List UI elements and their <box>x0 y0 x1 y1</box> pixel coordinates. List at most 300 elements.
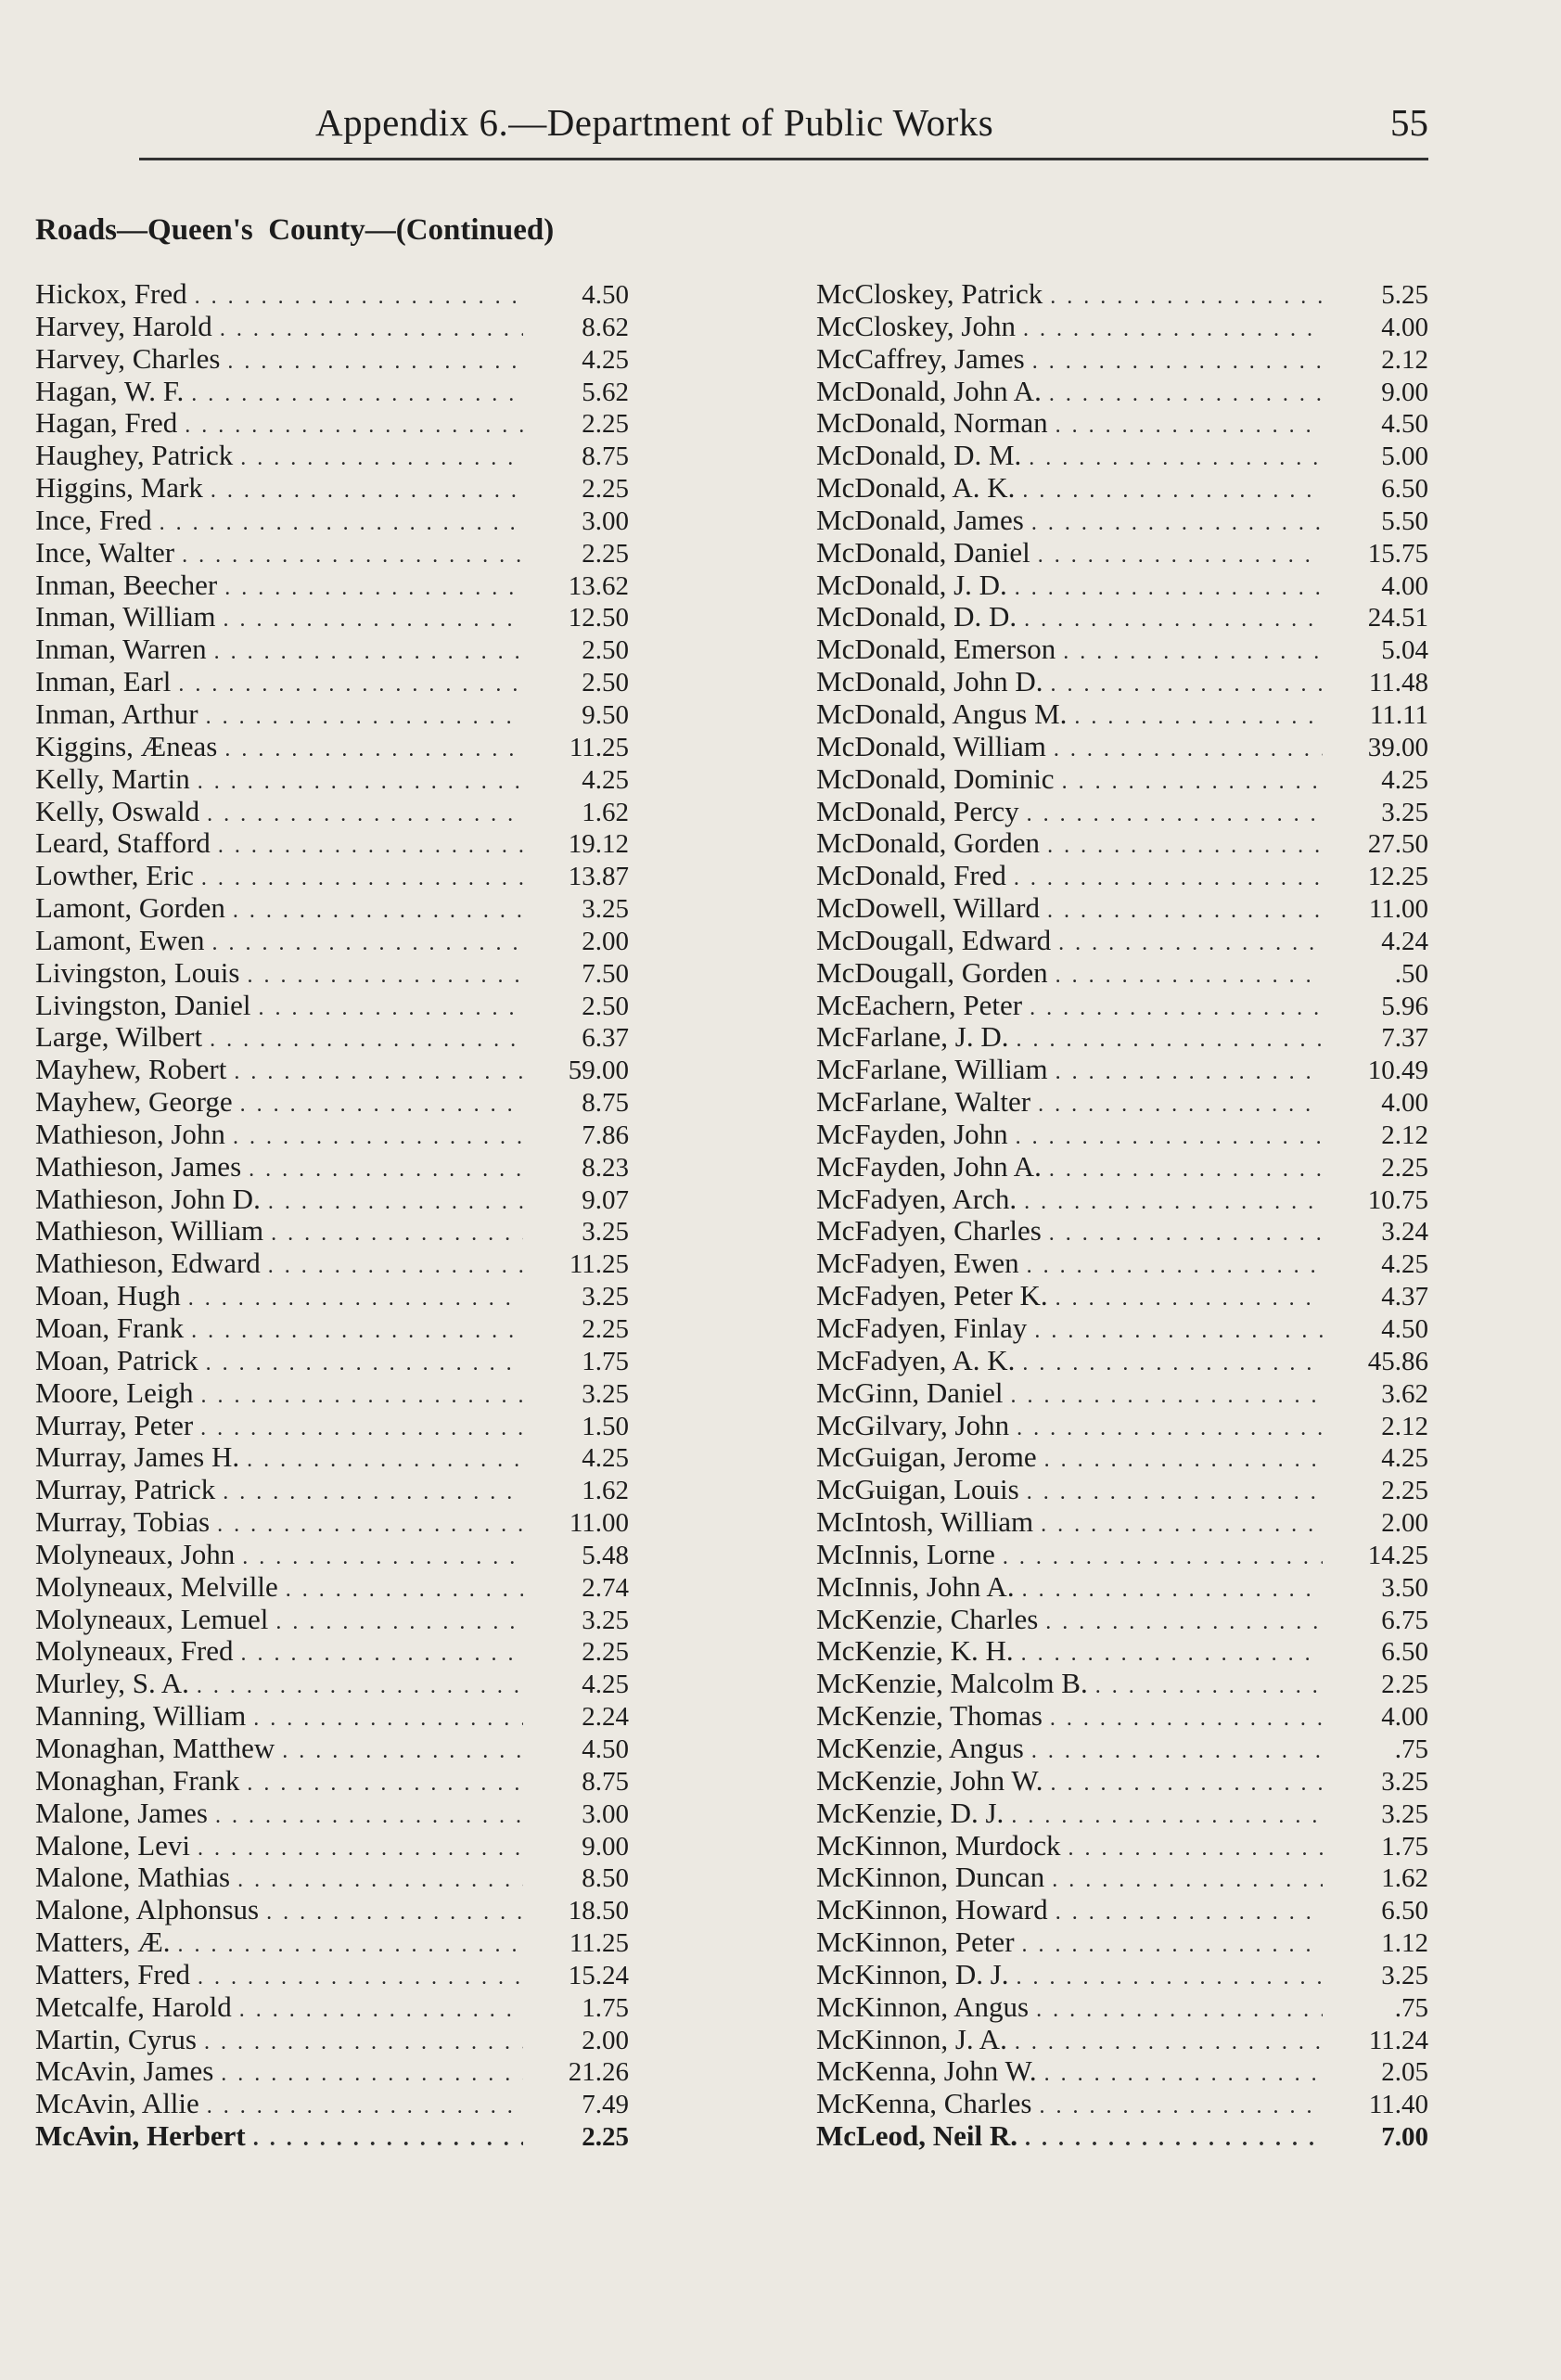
list-item <box>816 1312 1428 1345</box>
list-item <box>35 311 629 343</box>
list-item <box>816 2055 1428 2088</box>
entry-name: McKinnon, D. J. <box>816 1957 1009 1990</box>
entry-amount: 10.49 <box>1367 1056 1428 1086</box>
list-item <box>35 472 629 505</box>
entry-name: McDonald, A. K. <box>816 471 1016 505</box>
entry-amount: 1.62 <box>582 797 629 827</box>
entry-amount: 12.25 <box>1367 862 1428 892</box>
leader-dots <box>1047 895 1323 928</box>
leader-dots <box>218 830 523 863</box>
entry-name: Inman, William <box>35 600 216 633</box>
list-item <box>816 1571 1428 1604</box>
list-item <box>816 731 1428 763</box>
list-item <box>816 990 1428 1022</box>
list-item <box>35 376 629 408</box>
entry-name: Mathieson, William <box>35 1214 264 1248</box>
entry-amount: 5.25 <box>1381 280 1428 310</box>
entry-amount: 2.25 <box>1381 1670 1428 1700</box>
entry-name: McFadyen, A. K. <box>816 1343 1016 1376</box>
leader-dots <box>1027 799 1323 831</box>
leader-dots <box>282 1735 523 1768</box>
entry-name: McAvin, Herbert <box>35 2119 246 2153</box>
entry-amount: 45.86 <box>1367 1346 1428 1376</box>
list-item <box>816 796 1428 828</box>
leader-dots <box>1021 1638 1323 1670</box>
leader-dots <box>1014 863 1323 895</box>
list-item <box>35 1894 629 1926</box>
leader-dots <box>1049 1154 1323 1186</box>
entry-amount: 13.62 <box>568 570 629 601</box>
entry-name: Haughey, Patrick <box>35 439 234 472</box>
entry-name: McKinnon, J. A. <box>816 2022 1007 2055</box>
entry-amount: 3.62 <box>1381 1378 1428 1409</box>
leader-dots <box>240 1089 523 1121</box>
leader-dots <box>1029 442 1323 475</box>
list-item <box>35 1862 629 1894</box>
list-item <box>816 1830 1428 1862</box>
entry-name: Monaghan, Frank <box>35 1763 240 1797</box>
header-rule <box>139 158 1428 160</box>
leader-dots <box>227 346 523 378</box>
list-item <box>816 827 1428 860</box>
list-item <box>35 860 629 892</box>
entry-name: McKinnon, Angus <box>816 1990 1030 2023</box>
leader-dots <box>1034 1315 1323 1348</box>
leader-dots <box>178 669 523 701</box>
entry-name: Hagan, Fred <box>35 406 178 440</box>
entry-name: McInnis, John A. <box>816 1569 1015 1603</box>
entry-name: Kelly, Oswald <box>35 794 200 827</box>
entry-name: Leard, Stafford <box>35 826 211 860</box>
entry-name: McKinnon, Howard <box>816 1893 1048 1926</box>
entry-name: McFadyen, Ewen <box>816 1247 1019 1280</box>
entry-name: McDonald, J. D. <box>816 568 1007 601</box>
entry-amount: 8.50 <box>582 1863 629 1894</box>
entry-name: McFarlane, J. D. <box>816 1020 1009 1054</box>
entry-amount: 24.51 <box>1367 603 1428 633</box>
entry-name: McDonald, William <box>816 729 1046 762</box>
entry-amount: 2.25 <box>582 409 629 440</box>
leader-dots <box>242 1542 523 1574</box>
entry-name: McDonald, D. D. <box>816 600 1017 633</box>
entry-name: McDonald, D. M. <box>816 439 1022 472</box>
list-item <box>816 763 1428 796</box>
entry-amount: 1.62 <box>1381 1863 1428 1894</box>
leader-dots <box>185 410 523 442</box>
entry-name: Ince, Walter <box>35 535 175 569</box>
list-item <box>816 1377 1428 1410</box>
list-item <box>816 278 1428 311</box>
entry-name: McDowell, Willard <box>816 891 1040 925</box>
list-item <box>816 2120 1428 2153</box>
list-item <box>35 1441 629 1474</box>
list-item <box>35 278 629 311</box>
leader-dots <box>1039 2091 1323 2123</box>
leader-dots <box>201 863 523 895</box>
list-item <box>35 1345 629 1377</box>
list-item <box>816 1991 1428 2024</box>
entry-amount: 2.25 <box>582 1314 629 1344</box>
entry-name: McDonald, Norman <box>816 406 1048 440</box>
entry-amount: 21.26 <box>568 2057 629 2088</box>
entry-amount: 6.50 <box>1381 1896 1428 1926</box>
right-column <box>816 278 1428 2153</box>
leader-dots <box>1024 604 1323 636</box>
entry-name: McDougall, Edward <box>816 923 1052 956</box>
entry-name: McDonald, Percy <box>816 794 1019 827</box>
list-item <box>35 1926 629 1959</box>
entry-amount: 2.74 <box>582 1572 629 1603</box>
entry-amount: 5.50 <box>1381 505 1428 536</box>
entry-amount: 8.23 <box>582 1152 629 1183</box>
list-item <box>816 1765 1428 1798</box>
leader-dots <box>195 281 523 313</box>
leader-dots <box>275 1606 523 1639</box>
list-item <box>35 925 629 957</box>
entry-name: Harvey, Harold <box>35 309 212 342</box>
list-item <box>35 440 629 472</box>
entry-amount: 3.00 <box>582 505 629 536</box>
list-item <box>35 1215 629 1248</box>
leader-dots <box>200 1413 523 1445</box>
entry-name: Molyneaux, John <box>35 1537 236 1570</box>
leader-dots <box>1016 1121 1323 1154</box>
leader-dots <box>1022 475 1323 507</box>
leader-dots <box>1045 1606 1323 1639</box>
entry-name: McDougall, Gorden <box>816 955 1048 989</box>
list-item <box>35 1151 629 1184</box>
list-item <box>816 1151 1428 1184</box>
leader-dots <box>1027 1250 1323 1283</box>
entry-amount: 11.25 <box>569 1928 629 1959</box>
list-item <box>816 860 1428 892</box>
list-item <box>35 1959 629 1991</box>
leader-dots <box>1038 1089 1323 1121</box>
entry-amount: 4.50 <box>582 1734 629 1764</box>
list-item <box>816 892 1428 925</box>
leader-dots <box>221 2058 523 2091</box>
leader-dots <box>223 1477 523 1509</box>
list-item <box>816 1280 1428 1312</box>
entry-name: McInnis, Lorne <box>816 1537 995 1570</box>
entry-name: McDonald, James <box>816 503 1024 536</box>
leader-dots <box>1050 1703 1323 1735</box>
leader-dots <box>1068 1833 1323 1865</box>
leader-dots <box>253 1703 523 1735</box>
entry-amount: 7.50 <box>582 958 629 989</box>
leader-dots <box>1022 1929 1323 1962</box>
leader-dots <box>249 1154 523 1186</box>
list-item <box>816 1119 1428 1151</box>
leader-dots <box>182 540 523 572</box>
page-number: 55 <box>1390 101 1428 144</box>
entry-name: McGuigan, Jerome <box>816 1440 1037 1474</box>
entry-amount: 2.25 <box>582 474 629 505</box>
list-item <box>816 1926 1428 1959</box>
entry-name: McDonald, John D. <box>816 665 1043 698</box>
list-item <box>35 1830 629 1862</box>
entry-amount: 15.75 <box>1367 538 1428 569</box>
leader-dots <box>247 1768 523 1800</box>
list-item <box>35 1410 629 1442</box>
entry-name: McFarlane, William <box>816 1053 1048 1086</box>
entry-amount: 3.25 <box>582 1605 629 1635</box>
entry-amount: 5.62 <box>582 377 629 407</box>
entry-amount: 6.37 <box>582 1023 629 1054</box>
entry-name: McFadyen, Arch. <box>816 1182 1017 1215</box>
entry-name: McFadyen, Charles <box>816 1214 1042 1248</box>
entry-amount: 4.00 <box>1381 312 1428 342</box>
entry-amount: 3.50 <box>1381 1572 1428 1603</box>
leader-dots <box>207 799 523 831</box>
list-item <box>35 731 629 763</box>
list-item <box>35 892 629 925</box>
list-item <box>35 1991 629 2024</box>
list-item <box>816 957 1428 990</box>
list-item <box>816 537 1428 569</box>
list-item <box>816 1539 1428 1571</box>
leader-dots <box>266 1897 523 1929</box>
entry-amount: 2.25 <box>582 2122 629 2153</box>
leader-dots <box>240 442 523 475</box>
entry-amount: .75 <box>1394 1734 1428 1764</box>
left-column <box>35 278 629 2153</box>
list-item <box>35 1733 629 1765</box>
leader-dots <box>1051 669 1323 701</box>
entry-name: McKenzie, D. J. <box>816 1796 1004 1829</box>
list-item <box>816 666 1428 698</box>
entry-name: McAvin, James <box>35 2054 214 2088</box>
entry-name: McEachern, Peter <box>816 988 1023 1021</box>
leader-dots <box>234 1056 523 1089</box>
entry-amount: 2.24 <box>582 1702 629 1733</box>
list-item <box>35 827 629 860</box>
list-item <box>35 1054 629 1086</box>
list-item <box>816 1345 1428 1377</box>
list-item <box>35 1539 629 1571</box>
list-item <box>816 1894 1428 1926</box>
entry-amount: 4.25 <box>582 764 629 795</box>
entry-name: McFadyen, Finlay <box>816 1312 1028 1344</box>
leader-dots <box>233 895 523 928</box>
entry-name: Monaghan, Matthew <box>35 1731 275 1764</box>
list-item <box>35 2024 629 2056</box>
list-item <box>35 1571 629 1604</box>
entry-amount: 9.00 <box>582 1831 629 1862</box>
list-item <box>35 1377 629 1410</box>
entry-amount: 11.40 <box>1368 2090 1428 2120</box>
entry-name: Malone, Mathias <box>35 1861 231 1894</box>
leader-dots <box>1031 507 1323 540</box>
leader-dots <box>239 1994 523 2027</box>
list-item <box>35 537 629 569</box>
leader-dots <box>286 1574 523 1606</box>
entry-name: Livingston, Daniel <box>35 988 251 1021</box>
leader-dots <box>1056 1283 1323 1315</box>
entry-name: Inman, Beecher <box>35 568 218 601</box>
leader-dots <box>1051 1768 1323 1800</box>
leader-dots <box>220 313 523 346</box>
entry-amount: 4.25 <box>1381 1249 1428 1280</box>
leader-dots <box>258 992 523 1025</box>
entry-amount: 7.37 <box>1381 1023 1428 1054</box>
leader-dots <box>1063 636 1323 669</box>
entry-name: McDonald, John A. <box>816 374 1042 407</box>
leader-dots <box>160 507 523 540</box>
list-item <box>816 1733 1428 1765</box>
entry-name: McKenzie, K. H. <box>816 1634 1014 1668</box>
entry-name: McKenna, John W. <box>816 2054 1037 2088</box>
entry-name: McAvin, Allie <box>35 2087 199 2120</box>
leader-dots <box>1011 1800 1323 1833</box>
entry-amount: 4.00 <box>1381 1702 1428 1733</box>
leader-dots <box>210 1024 523 1056</box>
leader-dots <box>1022 1348 1323 1380</box>
leader-dots <box>253 2123 523 2156</box>
list-item <box>35 1798 629 1830</box>
entry-name: McKenna, Charles <box>816 2087 1032 2120</box>
entry-name: McKenzie, Thomas <box>816 1699 1043 1733</box>
entry-name: Inman, Earl <box>35 665 172 698</box>
entry-amount: 4.50 <box>1381 409 1428 440</box>
leader-dots <box>1031 1735 1323 1768</box>
list-item <box>35 1312 629 1345</box>
leader-dots <box>206 1348 523 1380</box>
list-item <box>35 505 629 537</box>
list-item <box>35 763 629 796</box>
leader-dots <box>1044 2058 1323 2091</box>
leader-dots <box>1056 1897 1323 1929</box>
leader-dots <box>1023 313 1323 346</box>
entry-amount: 6.50 <box>1381 1637 1428 1668</box>
entry-amount: 1.62 <box>582 1476 629 1506</box>
leader-dots <box>1024 1186 1323 1219</box>
list-item <box>35 1506 629 1539</box>
list-item <box>816 2088 1428 2120</box>
leader-dots <box>188 1283 523 1315</box>
entry-name: McDonald, Dominic <box>816 761 1055 795</box>
entry-name: McDonald, Angus M. <box>816 697 1068 730</box>
list-item <box>816 1054 1428 1086</box>
leader-dots <box>191 378 523 411</box>
leader-dots <box>1095 1670 1323 1703</box>
list-item <box>816 472 1428 505</box>
leader-dots <box>247 960 523 992</box>
leader-dots <box>271 1218 523 1250</box>
entry-amount: 3.25 <box>582 894 629 925</box>
list-item <box>816 925 1428 957</box>
entry-amount: 11.11 <box>1369 699 1428 730</box>
entry-amount: 4.00 <box>1381 570 1428 601</box>
list-item <box>35 990 629 1022</box>
entry-amount: 1.12 <box>1381 1928 1428 1959</box>
entry-name: Hagan, W. F. <box>35 374 185 407</box>
leader-dots <box>268 1250 523 1283</box>
list-item <box>35 666 629 698</box>
entry-amount: 6.75 <box>1381 1605 1428 1635</box>
entry-name: Lamont, Ewen <box>35 923 205 956</box>
entry-amount: 2.05 <box>1381 2057 1428 2088</box>
entry-amount: 10.75 <box>1367 1184 1428 1215</box>
entry-name: Manning, William <box>35 1699 247 1733</box>
entry-name: Malone, James <box>35 1796 208 1829</box>
leader-dots <box>1056 410 1323 442</box>
entry-amount: 5.04 <box>1381 635 1428 666</box>
entry-amount: 4.25 <box>582 1670 629 1700</box>
list-item <box>35 1700 629 1733</box>
leader-dots <box>1025 2123 1323 2156</box>
list-item <box>816 633 1428 666</box>
entry-amount: 19.12 <box>568 829 629 860</box>
entry-amount: 8.75 <box>582 1766 629 1797</box>
entry-amount: 1.75 <box>1381 1831 1428 1862</box>
entry-amount: 2.12 <box>1381 1120 1428 1150</box>
list-item <box>35 1280 629 1312</box>
list-item <box>816 1215 1428 1248</box>
leader-dots <box>1017 1413 1323 1445</box>
entry-amount: 2.00 <box>1381 1508 1428 1539</box>
entry-name: Kelly, Martin <box>35 761 190 795</box>
list-item <box>35 2120 629 2153</box>
entry-amount: 7.00 <box>1381 2122 1428 2153</box>
list-item <box>816 1441 1428 1474</box>
entry-amount: 13.87 <box>568 862 629 892</box>
leader-dots <box>1036 1994 1323 2027</box>
entry-amount: 3.00 <box>582 1798 629 1829</box>
leader-dots <box>1074 701 1323 734</box>
list-item <box>816 1086 1428 1119</box>
list-item <box>816 1798 1428 1830</box>
entry-name: Moore, Leigh <box>35 1376 194 1409</box>
entry-name: McFarlane, Walter <box>816 1085 1031 1119</box>
entry-amount: 2.25 <box>1381 1152 1428 1183</box>
list-item <box>35 1248 629 1280</box>
entry-name: Ince, Fred <box>35 503 152 536</box>
leader-dots <box>1056 960 1323 992</box>
entry-amount: 9.00 <box>1381 377 1428 407</box>
list-item <box>35 1635 629 1668</box>
entry-amount: 4.50 <box>1381 1314 1428 1344</box>
leader-dots <box>233 1121 523 1154</box>
entry-amount: 3.25 <box>1381 1798 1428 1829</box>
list-item <box>35 1668 629 1700</box>
entry-amount: 11.25 <box>569 1249 629 1280</box>
entry-name: Malone, Alphonsus <box>35 1893 260 1926</box>
leader-dots <box>1027 1477 1323 1509</box>
list-item <box>816 569 1428 602</box>
entry-name: Lamont, Gorden <box>35 891 225 925</box>
leader-dots <box>1047 830 1323 863</box>
list-item <box>816 1862 1428 1894</box>
entry-name: Mathieson, Edward <box>35 1247 261 1280</box>
leader-dots <box>1022 1574 1323 1606</box>
list-item <box>35 1474 629 1506</box>
list-item <box>35 1086 629 1119</box>
entry-name: McKinnon, Duncan <box>816 1861 1045 1894</box>
entry-name: McLeod, Neil R. <box>816 2119 1017 2153</box>
entry-name: Murray, Peter <box>35 1408 194 1441</box>
entry-name: McGuigan, Louis <box>816 1473 1019 1506</box>
entry-amount: 4.25 <box>582 1443 629 1474</box>
leader-dots <box>1030 992 1323 1025</box>
entry-name: McKenzie, Charles <box>816 1602 1039 1635</box>
entry-name: Livingston, Louis <box>35 955 240 989</box>
leader-dots <box>214 636 523 669</box>
list-item <box>816 1410 1428 1442</box>
leader-dots <box>198 1833 523 1865</box>
entry-name: McFadyen, Peter K. <box>816 1279 1048 1312</box>
leader-dots <box>1054 734 1323 766</box>
